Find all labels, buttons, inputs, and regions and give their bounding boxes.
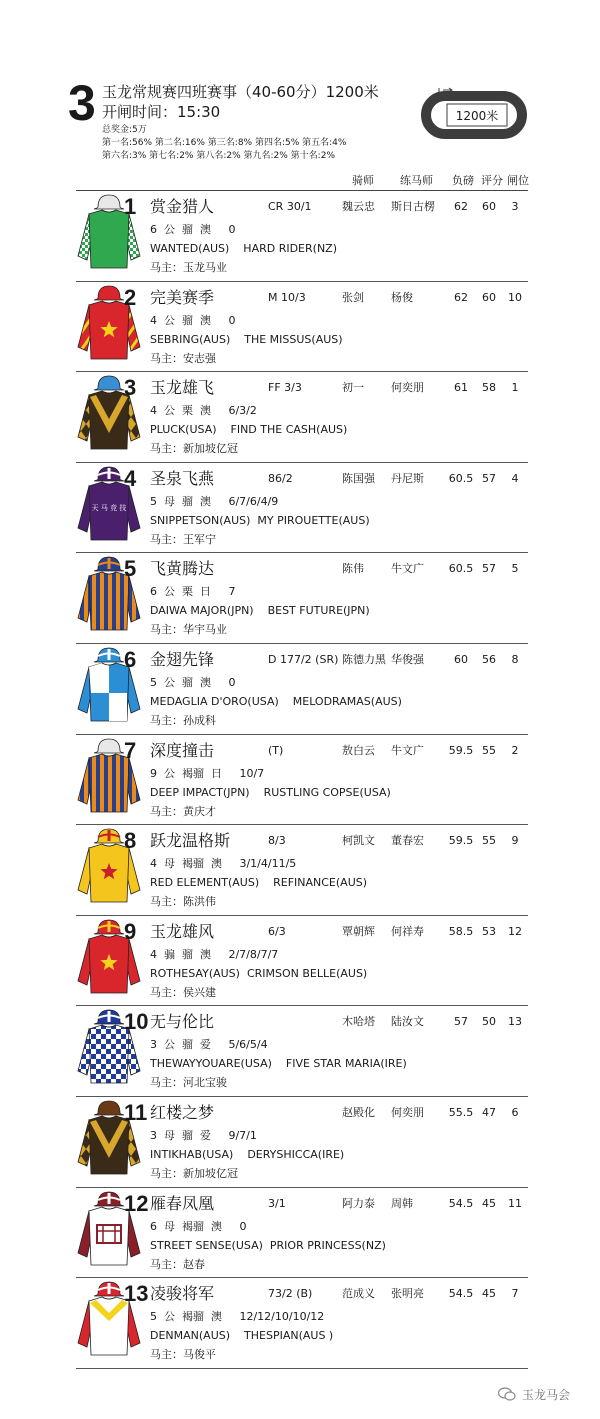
horse-name: 凌骏将军 bbox=[150, 1284, 215, 1304]
saddle-number: 5 bbox=[124, 556, 137, 582]
trainer-name: 斯日古楞 bbox=[391, 200, 435, 213]
carried-weight: 55.5 bbox=[448, 1105, 474, 1119]
prize-total: 总奖金:5万 bbox=[102, 125, 147, 135]
horse-pedigree: ROTHESAY(AUS) CRIMSON BELLE(AUS) bbox=[150, 966, 368, 980]
horse-name: 无与伦比 bbox=[150, 1012, 215, 1032]
race-header bbox=[0, 0, 600, 170]
horse-score: 57 bbox=[482, 562, 496, 576]
barrier-draw: 4 bbox=[511, 471, 519, 485]
horse-score: 60 bbox=[482, 200, 496, 213]
barrier-draw: 13 bbox=[508, 1015, 522, 1029]
runner-row bbox=[76, 1097, 528, 1188]
jockey-name: 木哈塔 bbox=[342, 1015, 375, 1029]
barrier-draw: 7 bbox=[511, 1287, 519, 1301]
horse-details: 4 骟 骝 澳 2/7/8/7/7 bbox=[150, 947, 279, 961]
horse-owner: 马主：赵春 bbox=[150, 1257, 205, 1271]
saddle-number: 2 bbox=[124, 284, 137, 310]
barrier-draw: 5 bbox=[511, 562, 519, 576]
trainer-name: 牛文广 bbox=[391, 743, 424, 757]
horse-rating-code: 86/2 bbox=[268, 471, 293, 485]
jockey-name: 张剑 bbox=[342, 290, 364, 304]
horse-details: 6 母 褐骝 澳 0 bbox=[150, 1219, 247, 1233]
horse-name: 玉龙雄飞 bbox=[150, 378, 215, 398]
carried-weight: 59.5 bbox=[448, 743, 474, 757]
prize-split-1: 第一名:56% 第二名:16% 第三名:8% 第四名:5% 第五名:4% bbox=[102, 138, 347, 148]
horse-name: 深度撞击 bbox=[150, 740, 215, 760]
runner-row bbox=[76, 282, 528, 373]
barrier-draw: 11 bbox=[508, 1196, 522, 1210]
chat-bubble-icon bbox=[498, 1387, 516, 1401]
saddle-number: 6 bbox=[124, 646, 137, 672]
horse-details: 3 母 骝 爱 9/7/1 bbox=[150, 1128, 257, 1142]
horse-owner: 马主：新加坡亿冠 bbox=[150, 1166, 238, 1180]
track-distance-label: 1200米 bbox=[455, 109, 499, 123]
col-draw: 闸位 bbox=[507, 174, 529, 187]
horse-owner: 马主：新加坡亿冠 bbox=[150, 442, 238, 456]
runner-row bbox=[76, 1278, 528, 1369]
horse-name: 红楼之梦 bbox=[150, 1102, 215, 1122]
watermark-text: 玉龙马会 bbox=[522, 1387, 571, 1402]
horse-name: 玉龙雄风 bbox=[150, 921, 215, 941]
jockey-name: 陈伟 bbox=[342, 562, 364, 576]
saddle-number: 1 bbox=[124, 194, 137, 219]
horse-pedigree: DEEP IMPACT(JPN) RUSTLING COPSE(USA) bbox=[150, 785, 391, 799]
horse-score: 47 bbox=[482, 1105, 496, 1119]
horse-name: 金翅先锋 bbox=[150, 649, 215, 669]
horse-rating-code: 3/1 bbox=[268, 1196, 286, 1210]
runner-row bbox=[76, 735, 528, 826]
runner-list bbox=[76, 191, 528, 1369]
horse-details: 3 公 骝 爱 5/6/5/4 bbox=[150, 1038, 268, 1052]
carried-weight: 59.5 bbox=[448, 834, 474, 848]
horse-details: 6 公 骝 澳 0 bbox=[150, 223, 236, 236]
horse-score: 45 bbox=[482, 1196, 496, 1210]
horse-details: 6 公 栗 日 7 bbox=[150, 585, 236, 599]
carried-weight: 54.5 bbox=[448, 1196, 474, 1210]
trainer-name: 周韩 bbox=[391, 1196, 413, 1210]
horse-pedigree: SEBRING(AUS) THE MISSUS(AUS) bbox=[150, 332, 343, 346]
carried-weight: 58.5 bbox=[448, 924, 474, 938]
horse-score: 60 bbox=[482, 290, 496, 304]
horse-owner: 马主：陈洪伟 bbox=[150, 895, 216, 909]
carried-weight: 62 bbox=[454, 200, 468, 213]
horse-score: 55 bbox=[482, 743, 496, 757]
horse-details: 4 母 褐骝 澳 3/1/4/11/5 bbox=[150, 857, 297, 871]
trainer-name: 何奕朋 bbox=[391, 381, 424, 395]
horse-name: 雁春凤凰 bbox=[150, 1193, 215, 1213]
jockey-name: 覃朝辉 bbox=[342, 924, 375, 938]
trainer-name: 何祥寿 bbox=[391, 924, 424, 938]
saddle-number: 13 bbox=[124, 1281, 149, 1307]
saddle-number: 11 bbox=[124, 1099, 148, 1125]
horse-pedigree: INTIKHAB(USA) DERYSHICCA(IRE) bbox=[150, 1147, 345, 1161]
watermark bbox=[498, 1384, 570, 1404]
runner-row bbox=[76, 916, 528, 1007]
carried-weight: 57 bbox=[454, 1015, 468, 1029]
svg-text:天 马 竞 技: 天 马 竞 技 bbox=[91, 503, 127, 512]
horse-pedigree: DAIWA MAJOR(JPN) BEST FUTURE(JPN) bbox=[150, 604, 370, 618]
horse-rating-code: 73/2 (B) bbox=[268, 1287, 313, 1301]
jockey-name: 赵殿化 bbox=[342, 1105, 375, 1119]
jockey-name: 敖白云 bbox=[342, 743, 375, 757]
saddle-number: 7 bbox=[124, 737, 137, 763]
runner-row bbox=[76, 463, 528, 554]
horse-owner: 马主：安志强 bbox=[150, 351, 216, 365]
barrier-draw: 6 bbox=[511, 1105, 519, 1119]
horse-owner: 马主：马俊平 bbox=[150, 1348, 216, 1362]
horse-rating-code: M 10/3 bbox=[268, 290, 306, 304]
race-number: 3 bbox=[68, 75, 96, 131]
barrier-draw: 12 bbox=[508, 924, 522, 938]
carried-weight: 62 bbox=[454, 290, 468, 304]
trainer-name: 杨俊 bbox=[391, 290, 413, 304]
horse-owner: 马主：孙成科 bbox=[150, 713, 216, 727]
jockey-name: 范成义 bbox=[342, 1287, 375, 1301]
jockey-name: 初一 bbox=[342, 381, 364, 395]
runner-row bbox=[76, 191, 528, 282]
horse-owner: 马主：玉龙马业 bbox=[150, 261, 227, 274]
carried-weight: 60.5 bbox=[448, 562, 474, 576]
barrier-draw: 10 bbox=[508, 290, 522, 304]
horse-name: 圣泉飞燕 bbox=[150, 468, 215, 488]
horse-details: 4 公 栗 澳 6/3/2 bbox=[150, 404, 257, 418]
jockey-name: 魏云忠 bbox=[342, 200, 375, 213]
horse-rating-code: FF 3/3 bbox=[268, 381, 302, 395]
horse-owner: 马主：河北宝骏 bbox=[150, 1076, 227, 1090]
saddle-number: 8 bbox=[124, 828, 137, 854]
runner-row bbox=[76, 825, 528, 916]
col-weight: 负磅 bbox=[452, 174, 474, 187]
horse-rating-code: 8/3 bbox=[268, 834, 286, 848]
carried-weight: 60 bbox=[454, 652, 468, 666]
horse-score: 57 bbox=[482, 471, 496, 485]
prize-split-2: 第六名:3% 第七名:2% 第八名:2% 第九名:2% 第十名:2% bbox=[102, 151, 335, 161]
trainer-name: 华俊强 bbox=[391, 652, 424, 666]
horse-rating-code: (T) bbox=[268, 743, 284, 757]
col-jockey: 骑师 bbox=[352, 174, 374, 187]
horse-owner: 马主：华宇马业 bbox=[150, 623, 227, 637]
horse-score: 55 bbox=[482, 834, 496, 848]
col-score: 评分 bbox=[481, 174, 503, 187]
horse-details: 5 母 骝 澳 6/7/6/4/9 bbox=[150, 494, 279, 508]
race-start-time: 开闸时间：15:30 bbox=[102, 103, 221, 121]
horse-pedigree: RED ELEMENT(AUS) REFINANCE(AUS) bbox=[150, 876, 368, 890]
horse-owner: 马主：黄庆才 bbox=[150, 804, 216, 818]
runner-row bbox=[76, 1006, 528, 1097]
barrier-draw: 8 bbox=[511, 652, 519, 666]
barrier-draw: 1 bbox=[511, 381, 519, 395]
runner-row bbox=[76, 553, 528, 644]
jockey-name: 柯凯文 bbox=[342, 834, 375, 848]
runner-row bbox=[76, 644, 528, 735]
carried-weight: 60.5 bbox=[448, 471, 474, 485]
jockey-name: 陈国强 bbox=[342, 471, 375, 485]
barrier-draw: 3 bbox=[511, 200, 519, 213]
jockey-name: 阿力泰 bbox=[342, 1196, 375, 1210]
horse-details: 9 公 褐骝 日 10/7 bbox=[150, 766, 265, 780]
horse-pedigree: PLUCK(USA) FIND THE CASH(AUS) bbox=[150, 423, 348, 437]
horse-rating-code: CR 30/1 bbox=[268, 200, 312, 213]
horse-pedigree: MEDAGLIA D'ORO(USA) MELODRAMAS(AUS) bbox=[150, 694, 402, 708]
horse-details: 5 公 骝 澳 0 bbox=[150, 675, 236, 689]
horse-pedigree: STREET SENSE(USA) PRIOR PRINCESS(NZ) bbox=[150, 1238, 386, 1252]
col-trainer: 练马师 bbox=[400, 174, 433, 187]
race-title: 玉龙常规赛四班赛事（40-60分）1200米 bbox=[102, 83, 379, 101]
horse-owner: 马主：侯兴建 bbox=[150, 985, 216, 999]
saddle-number: 3 bbox=[124, 375, 137, 401]
trainer-name: 张明亮 bbox=[391, 1287, 424, 1301]
trainer-name: 何奕朋 bbox=[391, 1105, 424, 1119]
horse-score: 56 bbox=[482, 652, 496, 666]
horse-score: 58 bbox=[482, 381, 496, 395]
barrier-draw: 9 bbox=[511, 834, 519, 848]
horse-name: 完美赛季 bbox=[150, 287, 215, 307]
carried-weight: 61 bbox=[454, 381, 468, 395]
horse-pedigree: WANTED(AUS) HARD RIDER(NZ) bbox=[150, 242, 337, 255]
horse-pedigree: THEWAYYOUARE(USA) FIVE STAR MARIA(IRE) bbox=[150, 1057, 407, 1071]
horse-name: 跃龙温格斯 bbox=[150, 831, 231, 851]
horse-owner: 马主：王军宁 bbox=[150, 532, 216, 546]
horse-details: 4 公 骝 澳 0 bbox=[150, 313, 236, 327]
barrier-draw: 2 bbox=[511, 743, 519, 757]
horse-pedigree: DENMAN(AUS) THESPIAN(AUS ) bbox=[150, 1329, 334, 1343]
saddle-number: 12 bbox=[124, 1190, 149, 1216]
horse-name: 飞黄腾达 bbox=[150, 559, 215, 579]
saddle-number: 4 bbox=[124, 465, 137, 491]
horse-pedigree: SNIPPETSON(AUS) MY PIROUETTE(AUS) bbox=[150, 513, 370, 527]
trainer-name: 丹尼斯 bbox=[391, 471, 424, 485]
track-diagram bbox=[415, 86, 530, 144]
saddle-number: 9 bbox=[124, 918, 137, 944]
trainer-name: 牛文广 bbox=[391, 562, 424, 576]
trainer-name: 董春宏 bbox=[391, 834, 424, 848]
horse-score: 50 bbox=[482, 1015, 496, 1029]
carried-weight: 54.5 bbox=[448, 1287, 474, 1301]
horse-name: 赏金猎人 bbox=[150, 197, 215, 216]
horse-score: 53 bbox=[482, 924, 496, 938]
horse-details: 5 公 褐骝 澳 12/12/10/10/12 bbox=[150, 1310, 325, 1324]
runner-row bbox=[76, 372, 528, 463]
runner-row bbox=[76, 1188, 528, 1279]
jockey-name: 陈德力黑 bbox=[342, 652, 386, 666]
horse-rating-code: D 177/2 (SR) bbox=[268, 652, 339, 666]
trainer-name: 陆汝文 bbox=[391, 1015, 424, 1029]
saddle-number: 10 bbox=[124, 1009, 149, 1035]
horse-rating-code: 6/3 bbox=[268, 924, 286, 938]
horse-score: 45 bbox=[482, 1287, 496, 1301]
